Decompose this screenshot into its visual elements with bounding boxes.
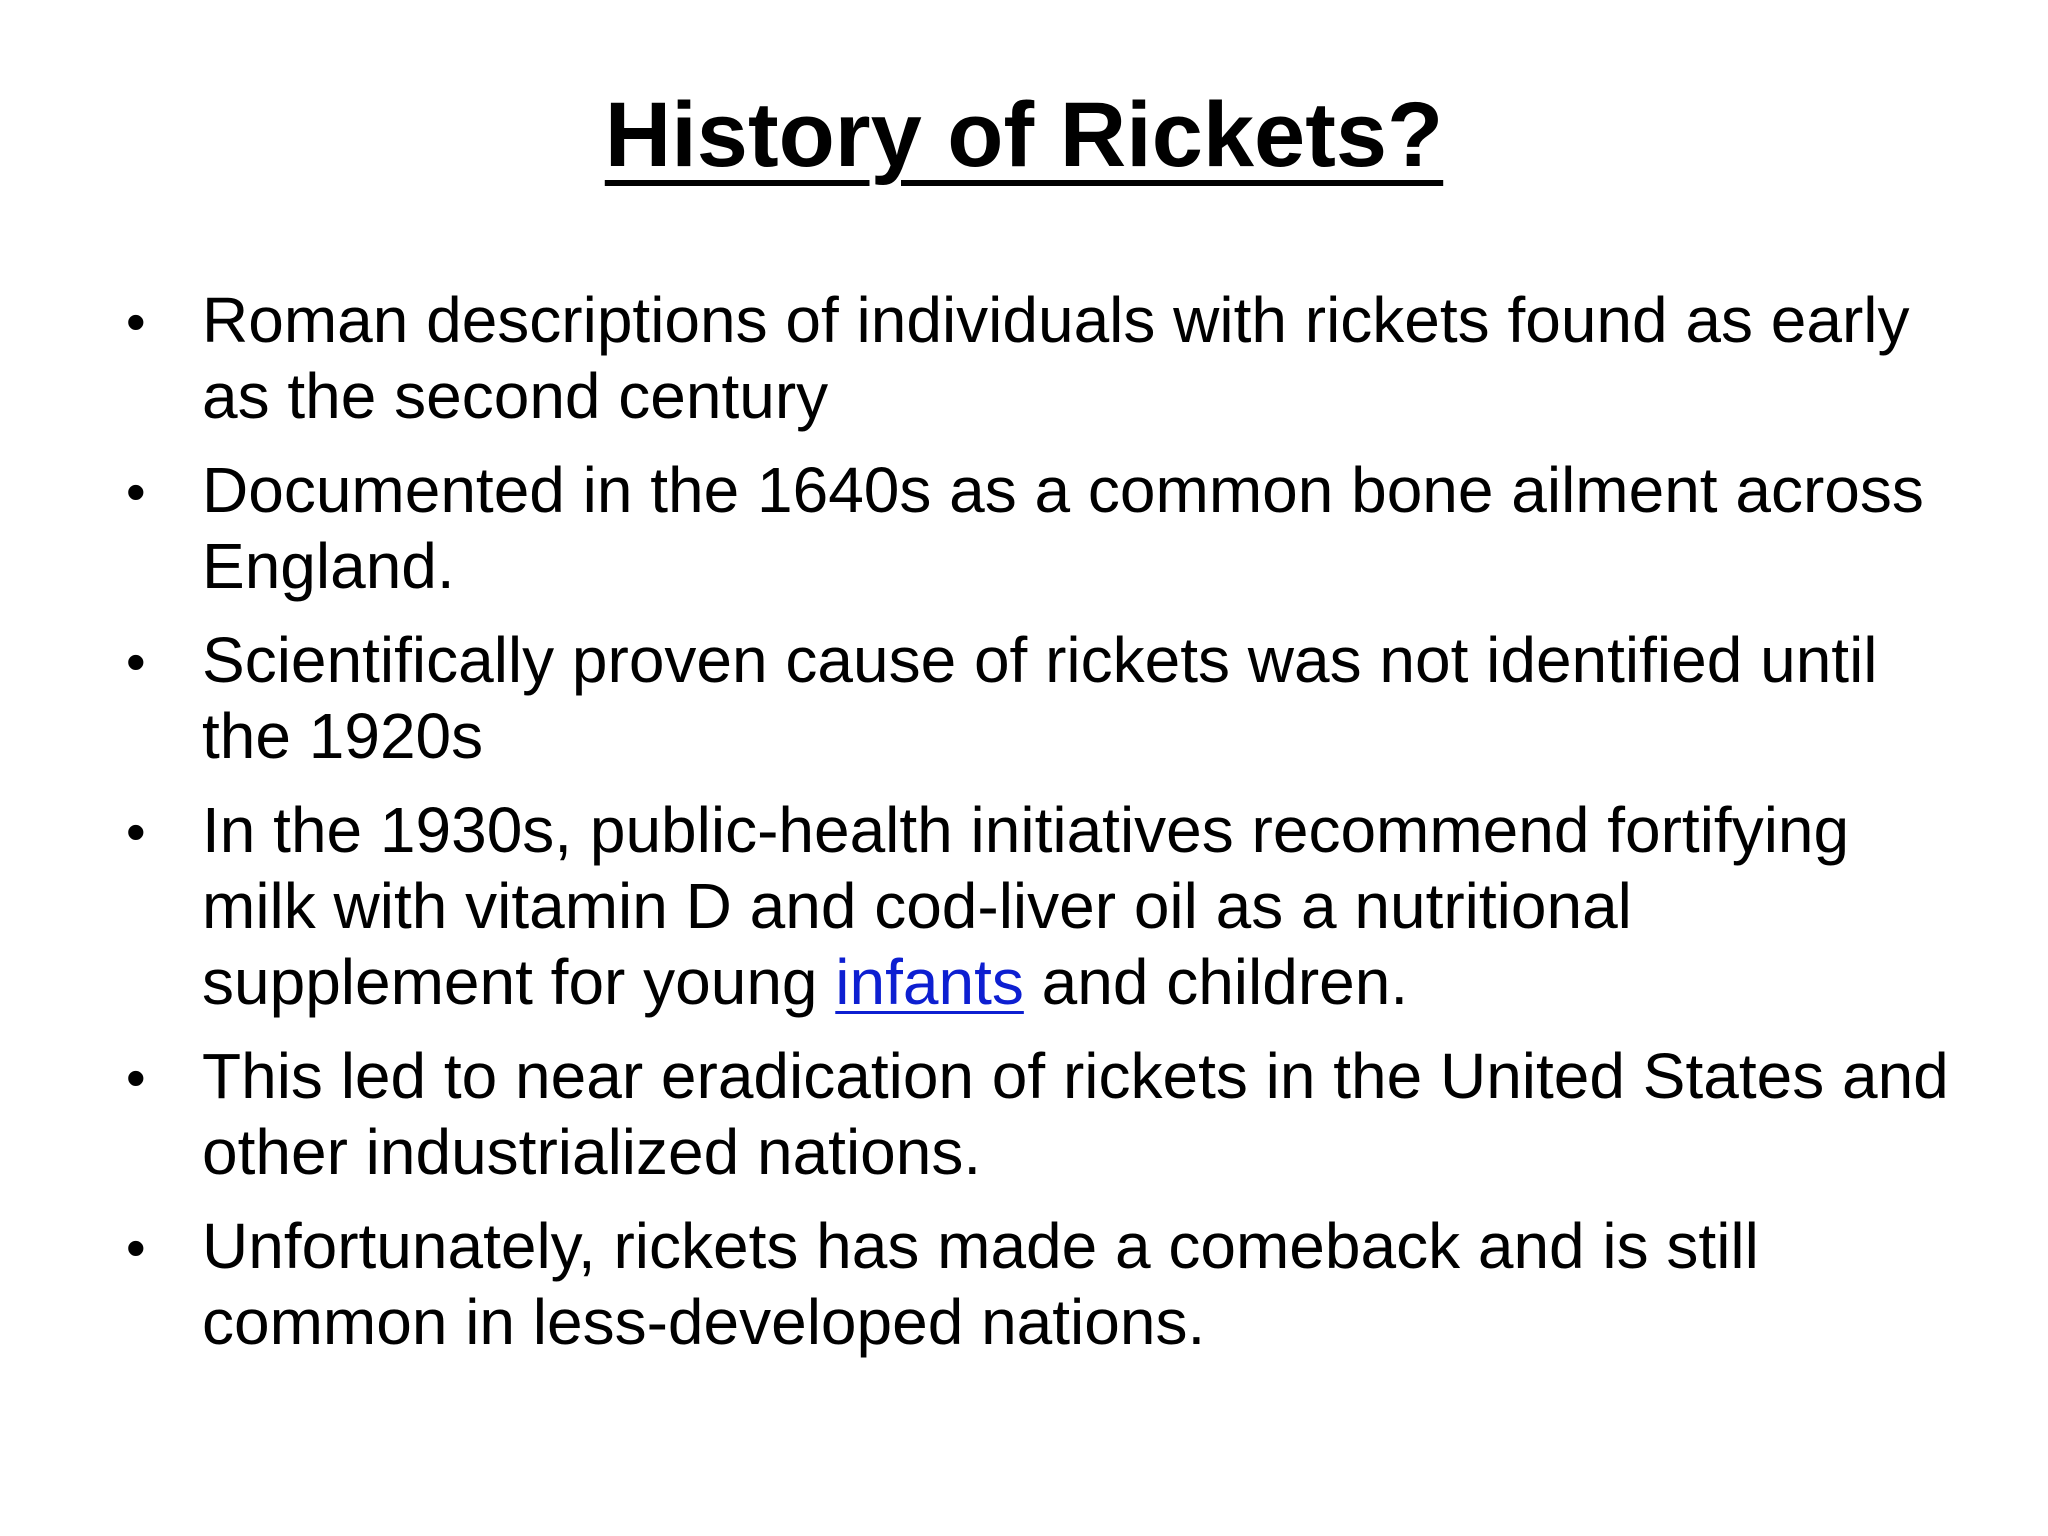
bullet-icon: • [126,460,146,523]
bullet-list [120,282,1960,1378]
bullet-text-before-link: In the 1930s, public-health initiatives recommend fortifying milk with vitamin D and cod-liver oil as a nutritional supplement for young [202,794,1850,1018]
bullet-icon: • [126,1216,146,1279]
list-item [120,1038,1960,1190]
bullet-icon: • [126,290,146,353]
bullet-text: Roman descriptions of individuals with rickets found as early as the second century [202,284,1910,432]
slide-title: History of Rickets? [604,84,1444,186]
list-item [120,1208,1960,1360]
bullet-text [202,794,1849,1018]
list-item [120,452,1960,604]
bullet-icon: • [126,1046,146,1109]
list-item [120,622,1960,774]
list-item [120,792,1960,1020]
bullet-icon: • [126,800,146,863]
bullet-text: This led to near eradication of rickets in the United States and other industrialized nations. [202,1040,1949,1188]
bullet-text-after-link: and children. [1023,946,1409,1018]
bullet-text: Documented in the 1640s as a common bone ailment across England. [202,454,1924,602]
bullet-icon: • [126,630,146,693]
infants-link[interactable]: infants [835,946,1024,1018]
bullet-text: Unfortunately, rickets has made a comeback and is still common in less-developed nations. [202,1210,1759,1358]
list-item [120,282,1960,434]
bullet-text: Scientifically proven cause of rickets was not identified until the 1920s [202,624,1878,772]
